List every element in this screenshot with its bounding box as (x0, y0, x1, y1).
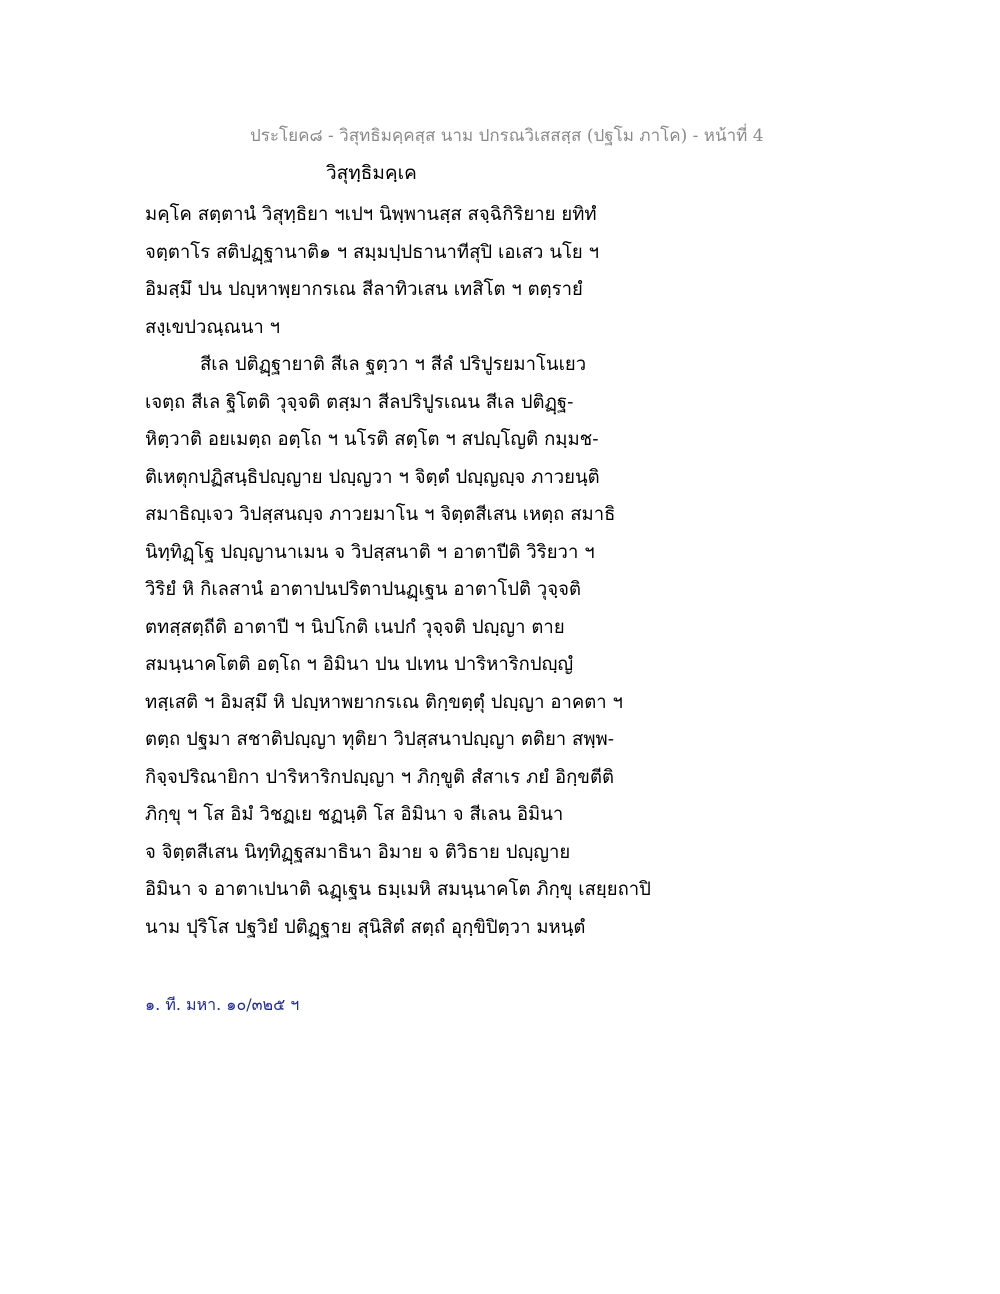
text-line: อิมสฺมึ ปน ปญฺหาพฺยากรเณ สีลาทิวเสน เทสิโต ฯ ตตฺรายํ (145, 279, 583, 300)
text-line: สมนฺนาคโตติ อตฺโถ ฯ อิมินา ปน ปเทน ปาริหาริกปญฺญํ (145, 654, 574, 675)
text-line: ตตฺถ ปฐมา สชาติปญฺญา ทุติยา วิปสฺสนาปญฺญา ตติยา สพฺพ- (145, 729, 614, 750)
text-line: มคฺโค สตฺตานํ วิสุทฺธิยา ฯเปฯ นิพฺพานสฺส สจฺฉิกิริยาย ยทิทํ (145, 204, 597, 225)
text-line: ติเหตุกปฏิสนฺธิปญฺญาย ปญฺญวา ฯ จิตฺตํ ปญฺญญฺจ ภาวยนฺติ (145, 466, 600, 488)
running-header: ประโยค๘ - วิสุทธิมคฺคสฺส นาม ปกรณวิเสสสฺส (ปฐโม ภาโค) - หน้าที่ 4 (250, 126, 764, 146)
paragraph-first-line: สีเล ปติฏฺฐายาติ สีเล ฐตฺวา ฯ สีลํ ปริปูรยมาโนเยว (200, 354, 587, 375)
footnote: ๑. ที. มหา. ๑๐/๓๒๕ ฯ (145, 995, 300, 1014)
text-line: ภิกฺขุ ฯ โส อิมํ วิชฏเย ชฏนฺติ โส อิมินา จ สีเลน อิมินา (145, 804, 564, 825)
text-line: นาม ปุริโส ปฐวิยํ ปติฏฺฐาย สุนิสิตํ สตฺถํ อุกฺขิปิตฺวา มหนฺตํ (145, 916, 586, 938)
text-line: จ จิตฺตสีเสน นิทฺทิฏฺฐสมาธินา อิมาย จ ติวิธาย ปญฺญาย (145, 841, 571, 863)
text-line: หิตฺวาติ อยเมตฺถ อตฺโถ ฯ นโรติ สตฺโต ฯ สปญฺโญติ กมฺมช- (145, 429, 599, 450)
text-line: จตฺตาโร สติปฏฺฐานาติ๑ ฯ สมฺมปฺปธานาทีสุปิ เอเสว นโย ฯ (145, 241, 600, 263)
text-line: ตทสฺสตฺถีติ อาตาปี ฯ นิปโกติ เนปกํ วุจฺจติ ปญฺญา ตาย (145, 616, 565, 638)
text-line: สมาธิญฺเจว วิปสฺสนญฺจ ภาวยมาโน ฯ จิตฺตสีเสน เหตฺถ สมาธิ (145, 504, 616, 525)
text-line: สงฺเขปวณฺณนา ฯ (145, 316, 281, 338)
text-line: วิริยํ หิ กิเลสานํ อาตาปนปริตาปนฏฺเฐน อาตาโปติ วุจฺจติ (145, 579, 581, 600)
body-text (145, 196, 705, 946)
text-line: ทสฺเสติ ฯ อิมสฺมึ หิ ปญฺหาพยากรเณ ติกฺขตฺตุํ ปญฺญา อาคตา ฯ (145, 691, 623, 713)
text-line: เจตฺถ สีเล ฐิโตติ วุจฺจติ ตสฺมา สีลปริปูรเณน สีเล ปติฏฺฐ- (145, 391, 574, 413)
text-line: นิทฺทิฏฺโฐ ปญฺญานาเมน จ วิปสฺสนาติ ฯ อาตาปีติ วิริยวา ฯ (145, 541, 595, 563)
chapter-title: วิสุทฺธิมคฺเค (326, 162, 417, 184)
text-line: อิมินา จ อาตาเปนาติ ฉฏฺเฐน ธมฺเมหิ สมนฺนาคโต ภิกฺขุ เสยฺยถาปิ (145, 879, 651, 900)
text-line: กิจฺจปริณายิกา ปาริหาริกปญฺญา ฯ ภิกฺขูติ สํสาเร ภยํ อิกฺขตีติ (145, 766, 614, 788)
